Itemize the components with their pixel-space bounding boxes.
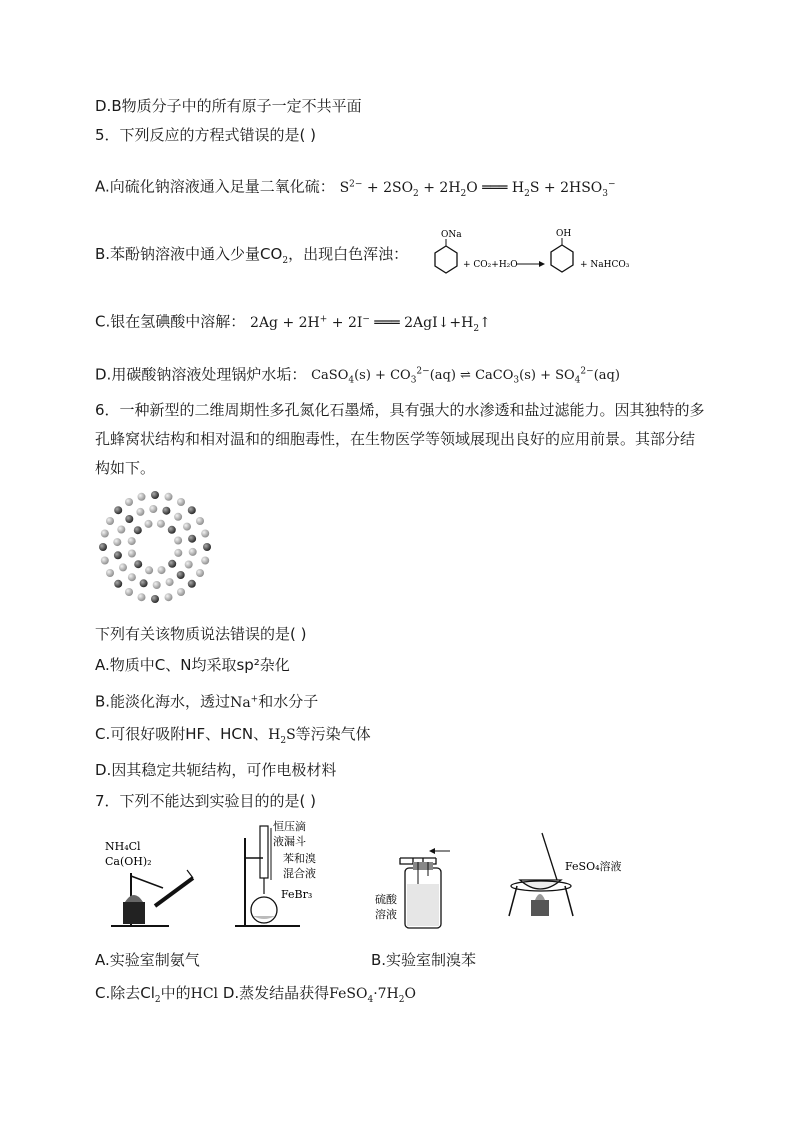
q5-a-equation: $S^{2-} + 2SO_2 + 2H_2O$ ═══ $H_2S + 2HSO_3^-$ — [339, 179, 616, 199]
atom — [125, 588, 133, 596]
atom — [114, 580, 122, 588]
atom — [114, 506, 122, 514]
atom — [201, 557, 209, 565]
atom — [119, 563, 127, 571]
atom — [128, 537, 136, 545]
atom — [138, 493, 146, 501]
atom — [145, 520, 153, 528]
atom — [117, 526, 125, 534]
atom — [151, 595, 159, 603]
atom — [113, 538, 121, 546]
q5-b-label: B.苯酚钠溶液中通入少量CO — [95, 245, 283, 263]
apparatus-a — [105, 840, 193, 926]
feso4-label: FeSO₄溶液 — [565, 860, 622, 873]
q6-b-text1: B.能淡化海水，透过 — [95, 692, 231, 711]
q6-option-d: D.因其稳定共轭结构，可作电极材料 — [95, 761, 337, 779]
atom — [188, 506, 196, 514]
q6-c-text1: C.可很好吸附HF、HCN、 — [95, 725, 269, 743]
q5-c-label: C.银在氢碘酸中溶解： — [95, 312, 246, 331]
atom — [185, 561, 193, 569]
atom — [183, 523, 191, 531]
q5-b-label-tail: ，出现白色浑浊： — [288, 245, 409, 263]
q6-structure-image — [98, 490, 213, 605]
atom — [128, 573, 136, 581]
atom — [125, 498, 133, 506]
atom — [101, 530, 109, 538]
q5-option-a — [95, 173, 616, 204]
atom — [145, 566, 153, 574]
q5-d-label: D.用碳酸钠溶液处理锅炉水垢： — [95, 365, 307, 384]
atom — [99, 543, 107, 551]
q6-option-c: C.可很好吸附HF、HCN、$H_2S$等污染气体 — [95, 725, 371, 746]
atom — [134, 526, 142, 534]
q7-stem: 7．下列不能达到实验目的的是( ) — [95, 792, 317, 810]
atom — [125, 515, 133, 523]
atom — [168, 560, 176, 568]
atom — [177, 571, 185, 579]
q7-option-c-d: C.除去$Cl_2$中的HCl D.蒸发结晶获得$FeSO_4\cdot 7H_2O$ — [95, 984, 416, 1005]
atom — [158, 566, 166, 574]
funnel-label-1: 恒压滴 — [273, 820, 306, 833]
atom — [188, 535, 196, 543]
apparatus-b — [235, 819, 316, 926]
atom — [114, 551, 122, 559]
atom — [128, 550, 136, 558]
atom — [101, 557, 109, 565]
q5-stem: 5．下列反应的方程式错误的是( ) — [95, 126, 317, 144]
apparatus-c — [375, 848, 450, 928]
atom — [196, 569, 204, 577]
atom — [162, 507, 170, 515]
atom — [174, 537, 182, 545]
atom — [189, 548, 197, 556]
atom — [106, 569, 114, 577]
q5-b-reaction-image — [425, 226, 670, 280]
product-label: + NaHCO₃ — [580, 260, 630, 270]
q6-option-b: B.能淡化海水，透过Na+和水分子 — [95, 692, 319, 711]
atom — [149, 505, 157, 513]
q7-apparatus-figure — [95, 818, 655, 938]
atom — [203, 543, 211, 551]
mix-label-2: 混合液 — [283, 867, 316, 880]
atom — [153, 581, 161, 589]
reagents-label: + CO₂+H₂O — [463, 260, 518, 270]
q7-d-text: D.蒸发结晶获得 — [222, 984, 330, 1002]
caoh2-label: Ca(OH)₂ — [105, 855, 152, 868]
q6-question: 下列有关该物质说法错误的是( ) — [95, 625, 307, 643]
acid-label-1: 硫酸 — [375, 893, 397, 906]
atom — [177, 588, 185, 596]
mix-label-1: 苯和溴 — [283, 852, 316, 865]
atom — [134, 560, 142, 568]
atom — [140, 579, 148, 587]
atom — [196, 517, 204, 525]
atom — [166, 578, 174, 586]
funnel-label-2: 液漏斗 — [273, 835, 306, 848]
atom — [165, 493, 173, 501]
q7-option-a: A.实验室制氨气 — [95, 951, 200, 969]
atom — [174, 549, 182, 557]
atom — [174, 513, 182, 521]
q5-option-d — [95, 361, 620, 392]
q6-option-a: A.物质中C、N均采取sp²杂化 — [95, 656, 290, 674]
q7-option-b: B.实验室制溴苯 — [371, 951, 477, 969]
q7-c-text1: C.除去Cl — [95, 984, 155, 1002]
febr3-label: FeBr₃ — [281, 888, 313, 901]
q5-option-c — [95, 308, 491, 339]
q6-stem: 6．一种新型的二维周期性多孔氮化石墨烯，具有强大的水渗透和盐过滤能力。因其独特的多孔蜂窝状结构和相对温和的细胞毒性，在生物医学等领域展现出良好的应用前景。其部分结构如下。 — [95, 401, 705, 477]
atom — [168, 526, 176, 534]
q4-option-d: D.B物质分子中的所有原子一定不共平面 — [95, 97, 362, 115]
apparatus-d — [509, 833, 622, 916]
atom — [157, 520, 165, 528]
atom — [106, 517, 114, 525]
q5-a-label: A.向硫化钠溶液通入足量二氧化硫： — [95, 177, 335, 196]
atom — [201, 530, 209, 538]
q5-c-equation: 2Ag + 2H+ + 2I− ═══ $2AgI↓+H_2↑$ — [250, 314, 491, 334]
atom — [188, 580, 196, 588]
acid-label-2: 溶液 — [375, 908, 397, 921]
q6-b-text2: 和水分子 — [258, 692, 319, 711]
q5-option-b: B.苯酚钠溶液中通入少量$CO_2$，出现白色浑浊： — [95, 245, 409, 266]
q7-c-text2: 中的 — [160, 984, 191, 1002]
atom — [138, 593, 146, 601]
oh-label: OH — [556, 229, 572, 239]
atom — [151, 491, 159, 499]
nh4cl-label: NH₄Cl — [105, 840, 141, 853]
atom — [136, 508, 144, 516]
q6-c-text2: 等污染气体 — [295, 725, 371, 743]
ona-label: ONa — [441, 230, 462, 240]
atom — [165, 593, 173, 601]
atom — [177, 498, 185, 506]
q5-d-equation: CaSO$_4$(s) + $CO_3^{2-}(aq)$ ⇌ CaCO$_3$(s) + $SO_4^{2-}(aq)$ — [311, 367, 620, 386]
